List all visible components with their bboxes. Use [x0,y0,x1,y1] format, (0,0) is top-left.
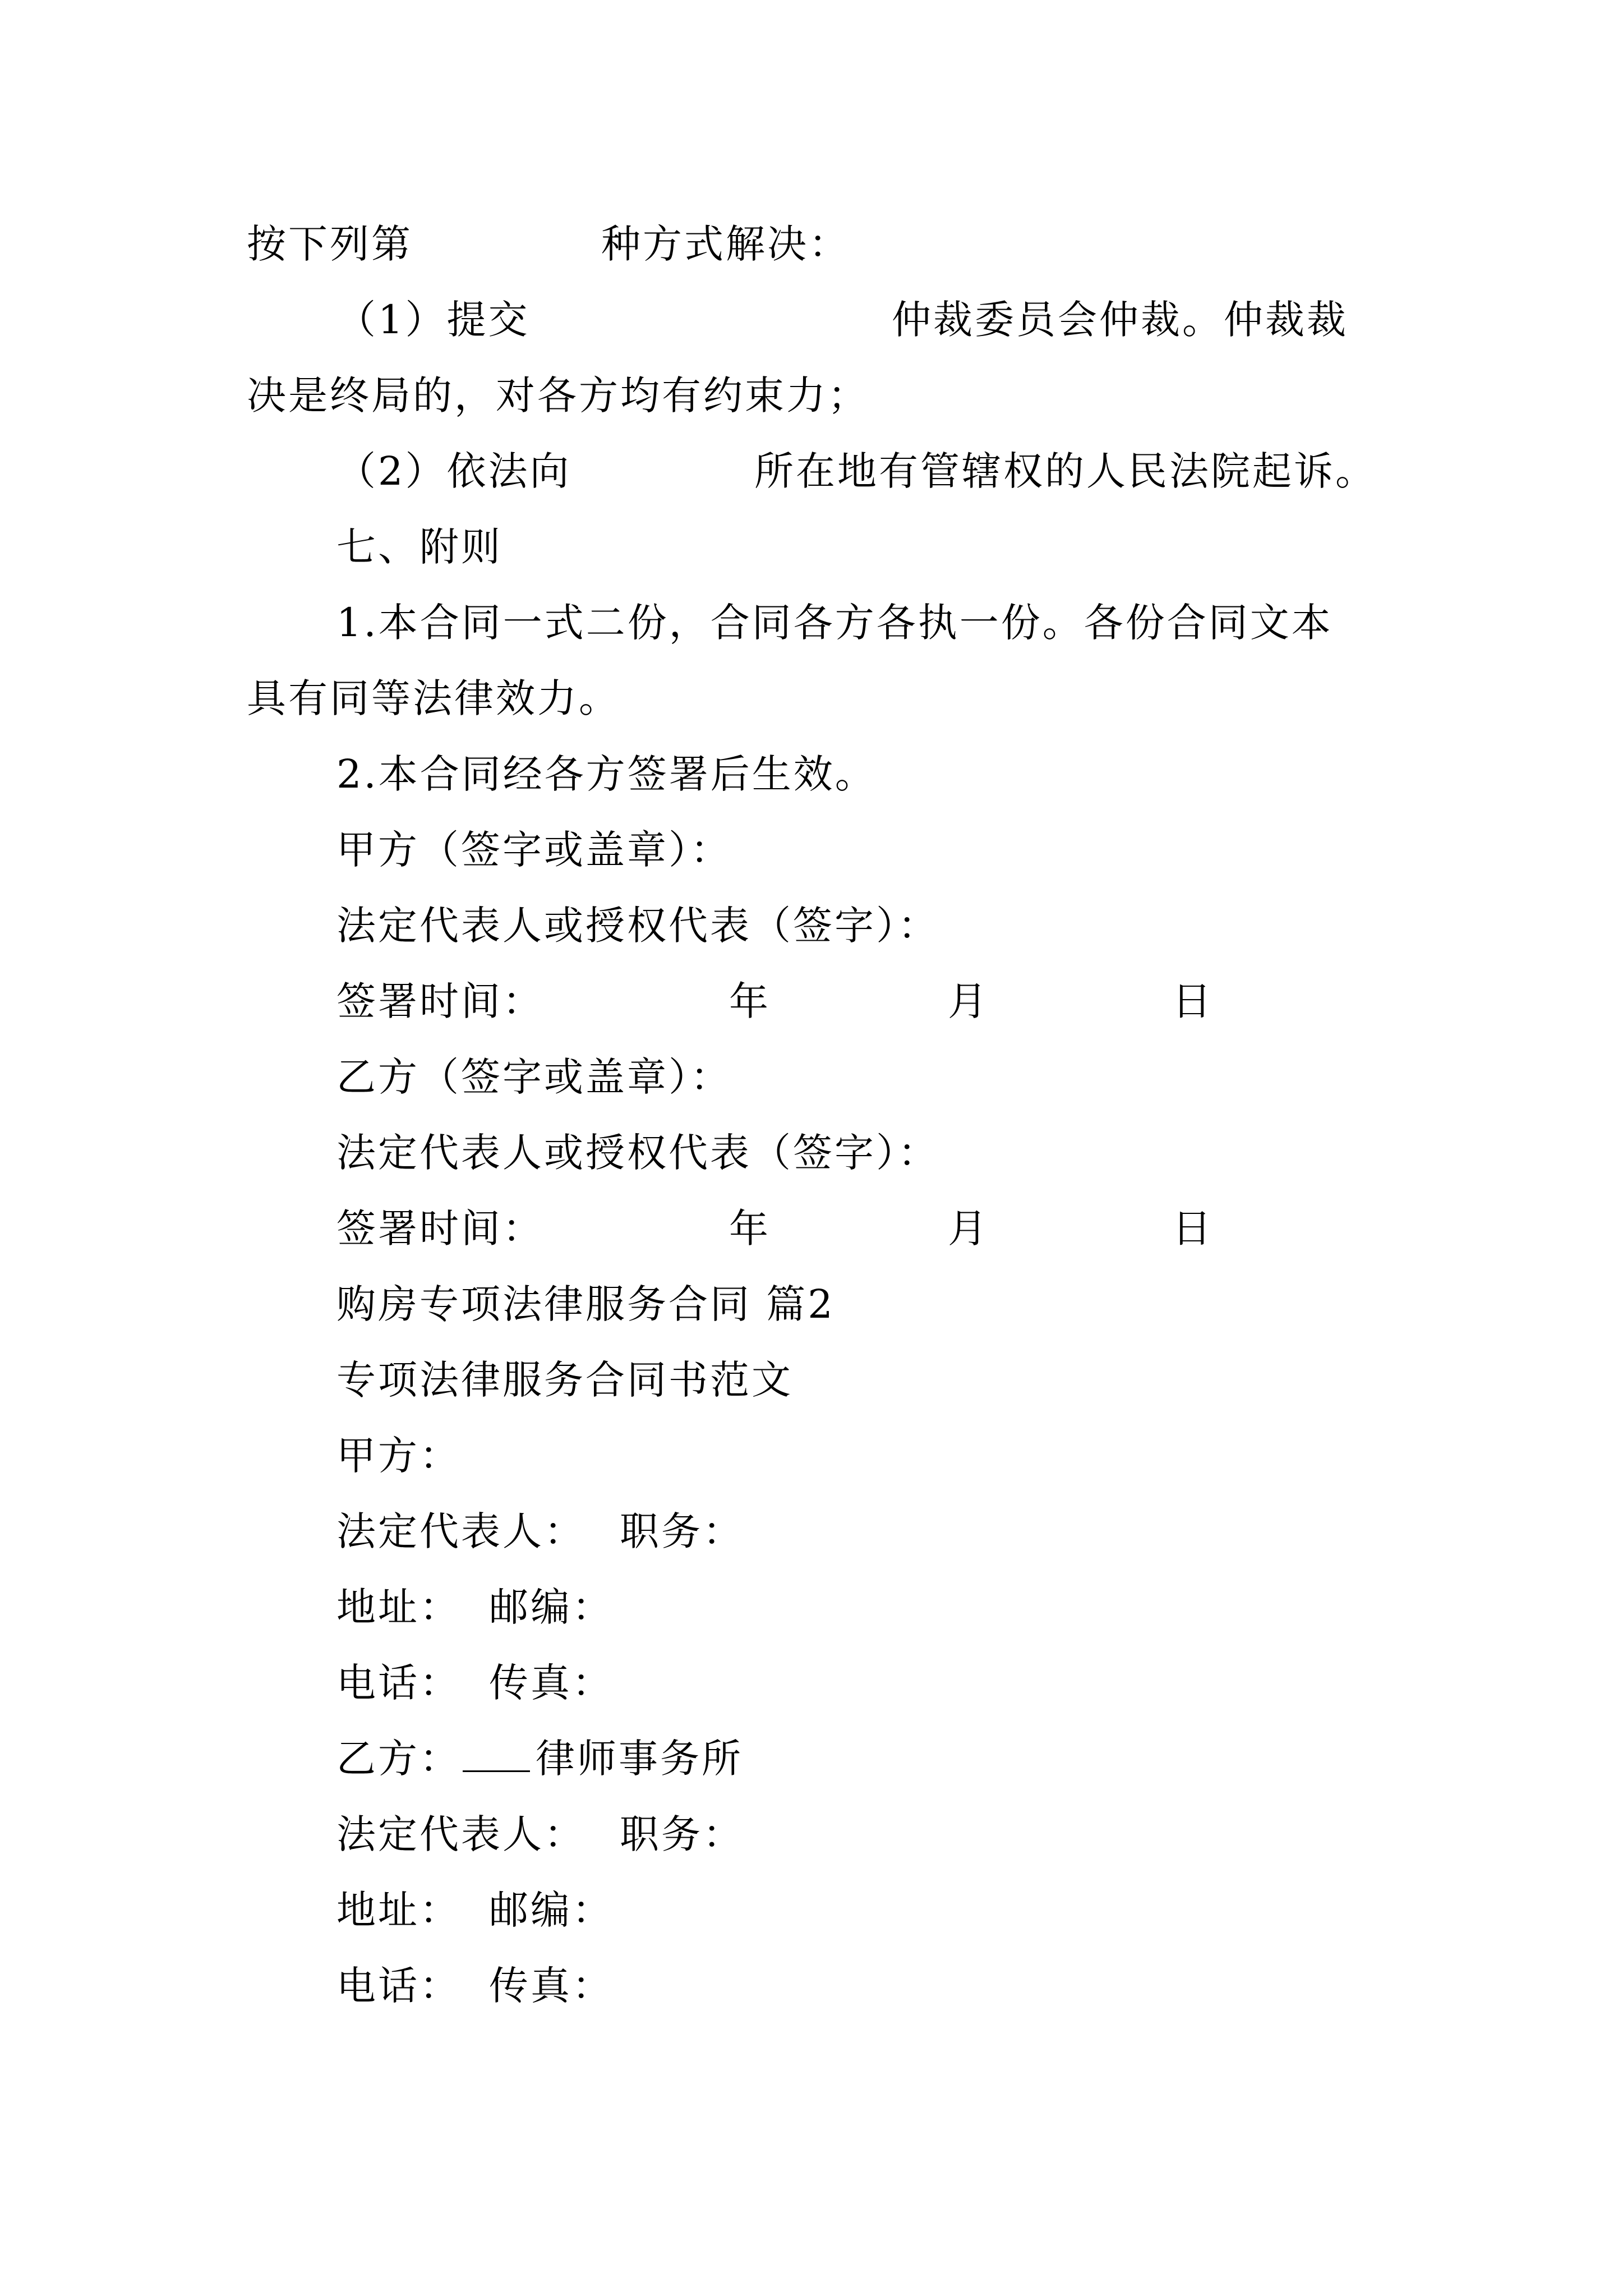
underline-blank [463,1737,530,1772]
text-segment: 职务： [620,1508,744,1554]
text-segment: 决是终局的，对各方均有约束力； [247,372,869,418]
text-segment: 日 [1172,978,1214,1024]
text-segment: 按下列第 [247,221,413,267]
text-segment: 法定代表人： [336,1811,585,1857]
text-segment: （1）提交 [336,297,530,343]
text-segment: 年 [729,1205,771,1251]
text-segment: 甲方（签字或盖章）： [336,827,732,873]
text-segment: 律师事务所 [536,1736,743,1782]
text-segment: 七、附则 [336,524,502,570]
text-segment: 邮编： [489,1584,614,1630]
text-segment: 邮编： [489,1887,614,1933]
text-segment: 乙方（签字或盖章）： [336,1054,732,1100]
text-segment: 乙方： [336,1736,461,1782]
text-segment: 月 [948,978,989,1024]
text-segment: 专项法律服务合同书范文 [336,1357,793,1403]
text-segment: 职务： [620,1811,744,1857]
text-segment: 法定代表人或授权代表（签字）： [336,903,939,949]
text-segment: 传真： [489,1963,614,2009]
text-segment: 地址： [336,1887,461,1933]
text-segment: 月 [948,1205,989,1251]
text-segment: 购房专项法律服务合同 篇2 [336,1281,835,1327]
text-segment: 签署时间： [336,1205,544,1251]
text-segment: 具有同等法律效力。 [247,675,620,721]
text-segment: 年 [729,978,771,1024]
text-segment: （2）依法向 [336,448,571,494]
text-segment: 电话： [336,1963,461,2009]
text-segment: 1.本合同一式二份，合同各方各执一份。各份合同文本 [336,600,1333,646]
text-segment: 仲裁委员会仲裁。仲裁裁 [892,297,1348,343]
text-segment: 地址： [336,1584,461,1630]
text-segment: 所在地有管辖权的人民法院起诉。 [754,448,1377,494]
text-segment: 法定代表人： [336,1508,585,1554]
text-segment: 法定代表人或授权代表（签字）： [336,1130,939,1176]
text-segment: 传真： [489,1660,614,1706]
text-segment: 2.本合同经各方签署后生效。 [336,751,877,797]
text-segment: 日 [1172,1205,1214,1251]
blank-field [463,1736,533,1781]
text-segment: 甲方： [336,1433,461,1479]
text-segment: 签署时间： [336,978,544,1024]
text-segment: 种方式解决： [601,221,850,267]
text-segment: 电话： [336,1660,461,1706]
